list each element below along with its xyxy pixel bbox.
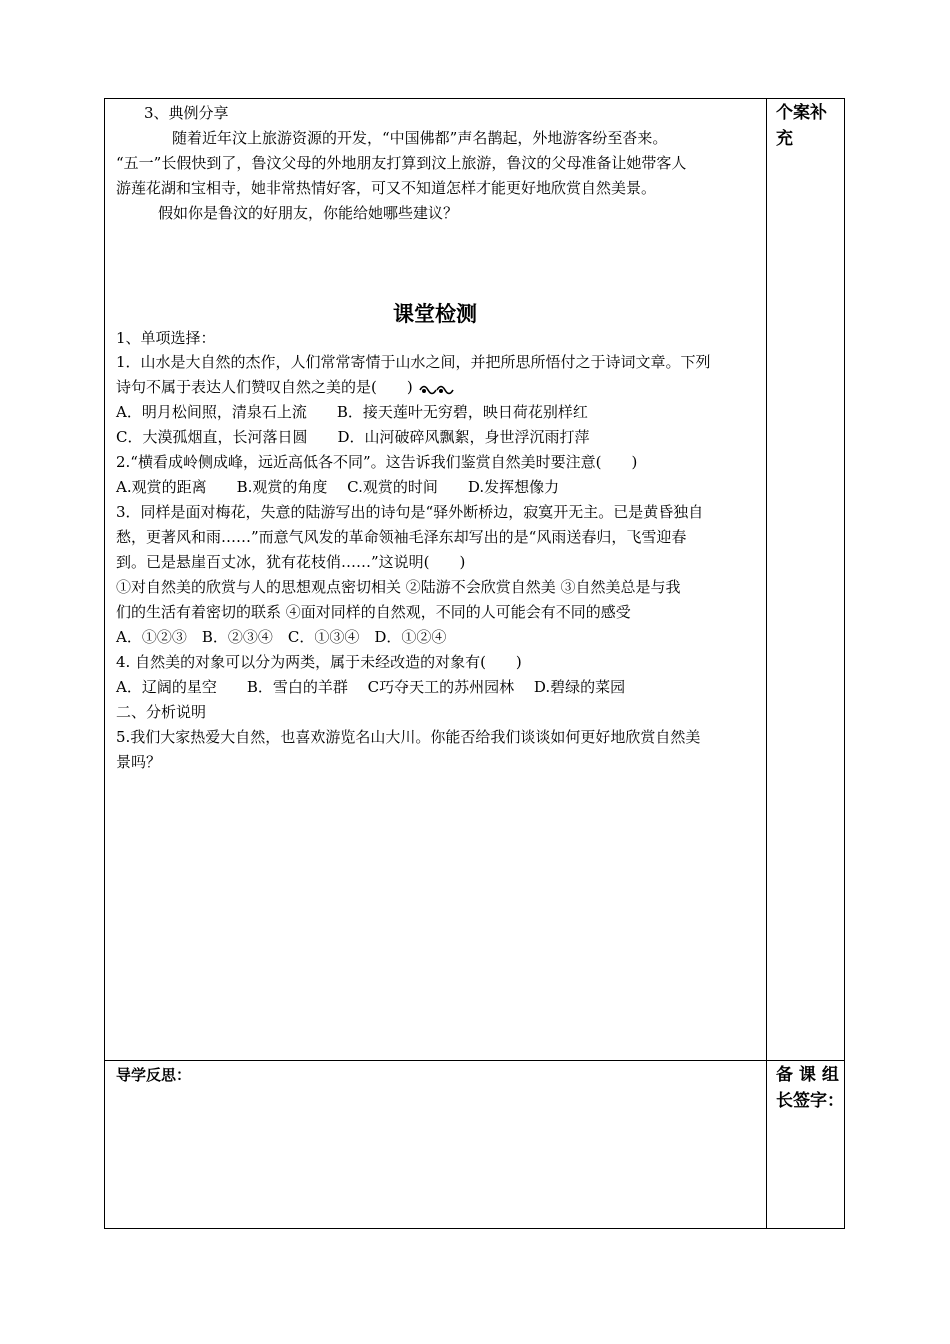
supplement-label-line2: 充 <box>776 129 793 149</box>
supplement-label-line1: 个案补 <box>776 103 827 123</box>
question-text: 诗句不属于表达人们赞叹自然之美的是( ) <box>116 378 413 396</box>
sign-label-line2: 长签字： <box>776 1091 844 1111</box>
option-line: A.观赏的距离 B.观赏的角度 C.观赏的时间 D.发挥想像力 <box>116 478 560 496</box>
question-line: 5.我们大家热爱大自然，也喜欢游览名山大川。你能否给我们谈谈如何更好地欣赏自然美 <box>116 728 701 746</box>
statement-line: ①对自然美的欣赏与人的思想观点密切相关 ②陆游不会欣赏自然美 ③自然美总是与我 <box>116 578 681 596</box>
example-paragraph-line: 随着近年汶上旅游资源的开发，“中国佛都”声名鹊起，外地游客纷至沓来。 <box>172 129 668 147</box>
option-line: C．大漠孤烟直，长河落日圆 D．山河破碎风飘絮，身世浮沉雨打萍 <box>116 428 590 446</box>
section-title: 课堂检测 <box>393 302 477 326</box>
section-heading: 1、单项选择： <box>116 329 216 347</box>
question-line: 3．同样是面对梅花，失意的陆游写出的诗句是“驿外断桥边，寂寞开无主。已是黄昏独自 <box>116 503 704 521</box>
example-paragraph-line: 游莲花湖和宝相寺，她非常热情好客，可又不知道怎样才能更好地欣赏自然美景。 <box>116 179 657 197</box>
option-line: A．辽阔的星空 B．雪白的羊群 C巧夺天工的苏州园林 D.碧绿的菜园 <box>116 678 626 696</box>
reflection-label: 导学反思： <box>116 1066 192 1084</box>
example-paragraph-line: “五一”长假快到了，鲁汶父母的外地朋友打算到汶上旅游，鲁汶的父母准备让她带客人 <box>116 154 687 172</box>
row-divider <box>104 1060 845 1061</box>
section-heading: 二、分析说明 <box>116 703 207 721</box>
sign-label-line1: 备 课 组 <box>776 1065 839 1085</box>
statement-line: 们的生活有着密切的联系 ④面对同样的自然观，不同的人可能会有不同的感受 <box>116 603 631 621</box>
question-line: 景吗？ <box>116 753 162 771</box>
option-line: A．明月松间照，清泉石上流 B．接天莲叶无穷碧，映日荷花别样红 <box>116 403 588 421</box>
example-heading: 3、典例分享 <box>144 104 229 122</box>
question-line: 2.“横看成岭侧成峰，远近高低各不同”。这告诉我们鉴赏自然美时要注意( ) <box>116 453 638 471</box>
question-line: 1．山水是大自然的杰作，人们常常寄情于山水之间，并把所思所悟付之于诗词文章。下列 <box>116 353 711 371</box>
example-question: 假如你是鲁汶的好朋友，你能给她哪些建议？ <box>158 204 459 222</box>
question-line: 到。已是悬崖百丈冰，犹有花枝俏……”这说明( ) <box>116 553 466 571</box>
question-line: 愁，更著风和雨……”而意气风发的革命领袖毛泽东却写出的是“风雨送春归，飞雪迎春 <box>116 528 687 546</box>
question-line <box>116 377 454 397</box>
ornament-icon <box>418 381 454 395</box>
question-line: 4. 自然美的对象可以分为两类，属于未经改造的对象有( ) <box>116 653 522 671</box>
option-line: A．①②③ B．②③④ C．①③④ D．①②④ <box>116 628 447 646</box>
